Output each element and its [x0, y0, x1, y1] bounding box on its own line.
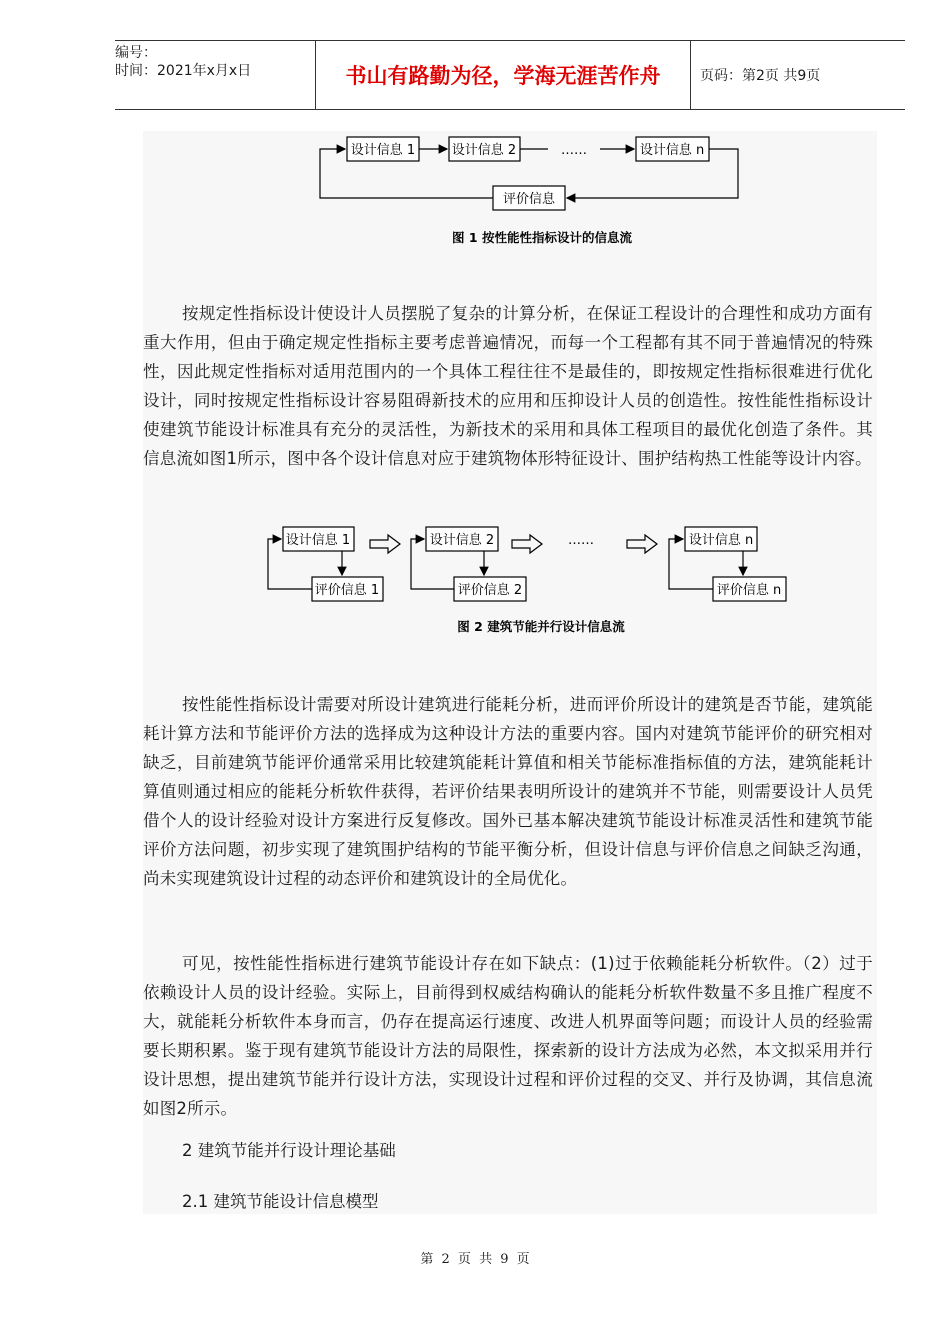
footer-gong: 共 — [479, 1252, 493, 1267]
fig2-label-dots: …… — [568, 533, 594, 548]
fig2-label-eval-n: 评价信息 n — [716, 583, 782, 598]
figure-2 — [0, 0, 950, 650]
fig2-block-arrow-3 — [627, 535, 657, 553]
paragraph-1: 按规定性指标设计使设计人员摆脱了复杂的计算分析，在保证工程设计的合理性和成功方面有重大作用，但由于确定规定性指标主要考虑普遍情况，而每一个工程都有其不同于普遍情况的特殊性，因此规定性指标对适用范围内的一个具体工程往往不是最佳的，即按规定性指标很难进行优化设计，同时按规定性指标设计容易阻碍新技术的应用和压抑设计人员的创造性。按性能性指标设计使建筑节能设计标准具有充分的灵活性，为新技术的采用和具体工程项目的最优化创造了条件。其信息流如图1所示，图中各个设计信息对应于建筑物体形特征设计、围护结构热工性能等设计内容。 — [143, 304, 873, 468]
footer-ye: 页 — [457, 1252, 471, 1267]
time-label: 时间：2021年x月x日 — [115, 63, 252, 79]
section-heading-2-1: 2.1 建筑节能设计信息模型 — [182, 1192, 379, 1211]
footer-page-number: 2 — [441, 1252, 450, 1267]
header-motto: 书山有路勤为径，学海无涯苦作舟 — [315, 41, 691, 109]
fig1-label-design-1: 设计信息 1 — [350, 143, 416, 158]
fig1-label-dots: …… — [561, 143, 587, 158]
fig1-label-eval: 评价信息 — [502, 192, 556, 207]
footer-ye2: 页 — [516, 1252, 530, 1267]
fig2-label-design-2: 设计信息 2 — [429, 533, 495, 548]
fig2-label-eval-1: 评价信息 1 — [314, 583, 380, 598]
fig2-label-design-n: 设计信息 n — [688, 533, 754, 548]
fig1-caption: 图 1 按性能性指标设计的信息流 — [452, 230, 632, 245]
footer-di: 第 — [420, 1252, 434, 1267]
section-heading-2: 2 建筑节能并行设计理论基础 — [182, 1141, 396, 1160]
header-page-info: 页码：第2页 共9页 — [700, 68, 821, 84]
number-label: 编号： — [115, 45, 157, 61]
paragraph-3: 可见，按性能性指标进行建筑节能设计存在如下缺点：(1)过于依赖能耗分析软件。（2）过于依赖设计人员的设计经验。实际上，目前得到权威结构确认的能耗分析软件数量不多且推广程度不大，就能耗分析软件本身而言，仍存在提高运行速度、改进人机界面等问题；而设计人员的经验需要长期积累。鉴于现有建筑节能设计方法的局限性，探索新的设计方法成为必然，本文拟采用并行设计思想，提出建筑节能并行设计方法，实现设计过程和评价过程的交叉、并行及协调，其信息流如图2所示。 — [143, 954, 873, 1118]
fig1-label-design-n: 设计信息 n — [639, 143, 705, 158]
fig2-block-arrow-1 — [370, 535, 400, 553]
fig2-label-design-1: 设计信息 1 — [285, 533, 351, 548]
fig1-label-design-2: 设计信息 2 — [451, 143, 517, 158]
page-footer — [0, 1248, 950, 1267]
footer-total-pages: 9 — [500, 1252, 509, 1267]
fig2-block-arrow-2 — [512, 535, 542, 553]
fig2-label-eval-2: 评价信息 2 — [457, 583, 523, 598]
paragraph-2: 按性能性指标设计需要对所设计建筑进行能耗分析，进而评价所设计的建筑是否节能，建筑能耗计算方法和节能评价方法的选择成为这种设计方法的重要内容。国内对建筑节能评价的研究相对缺乏，目前建筑节能评价通常采用比较建筑能耗计算值和相关节能标准指标值的方法，建筑能耗计算值则通过相应的能耗分析软件获得，若评价结果表明所设计的建筑并不节能，则需要设计人员凭借个人的设计经验对设计方案进行反复修改。国外已基本解决建筑节能设计标准灵活性和建筑节能评价方法问题，初步实现了建筑围护结构的节能平衡分析，但设计信息与评价信息之间缺乏沟通，尚未实现建筑设计过程的动态评价和建筑设计的全局优化。 — [143, 695, 873, 888]
fig2-caption: 图 2 建筑节能并行设计信息流 — [457, 619, 625, 634]
